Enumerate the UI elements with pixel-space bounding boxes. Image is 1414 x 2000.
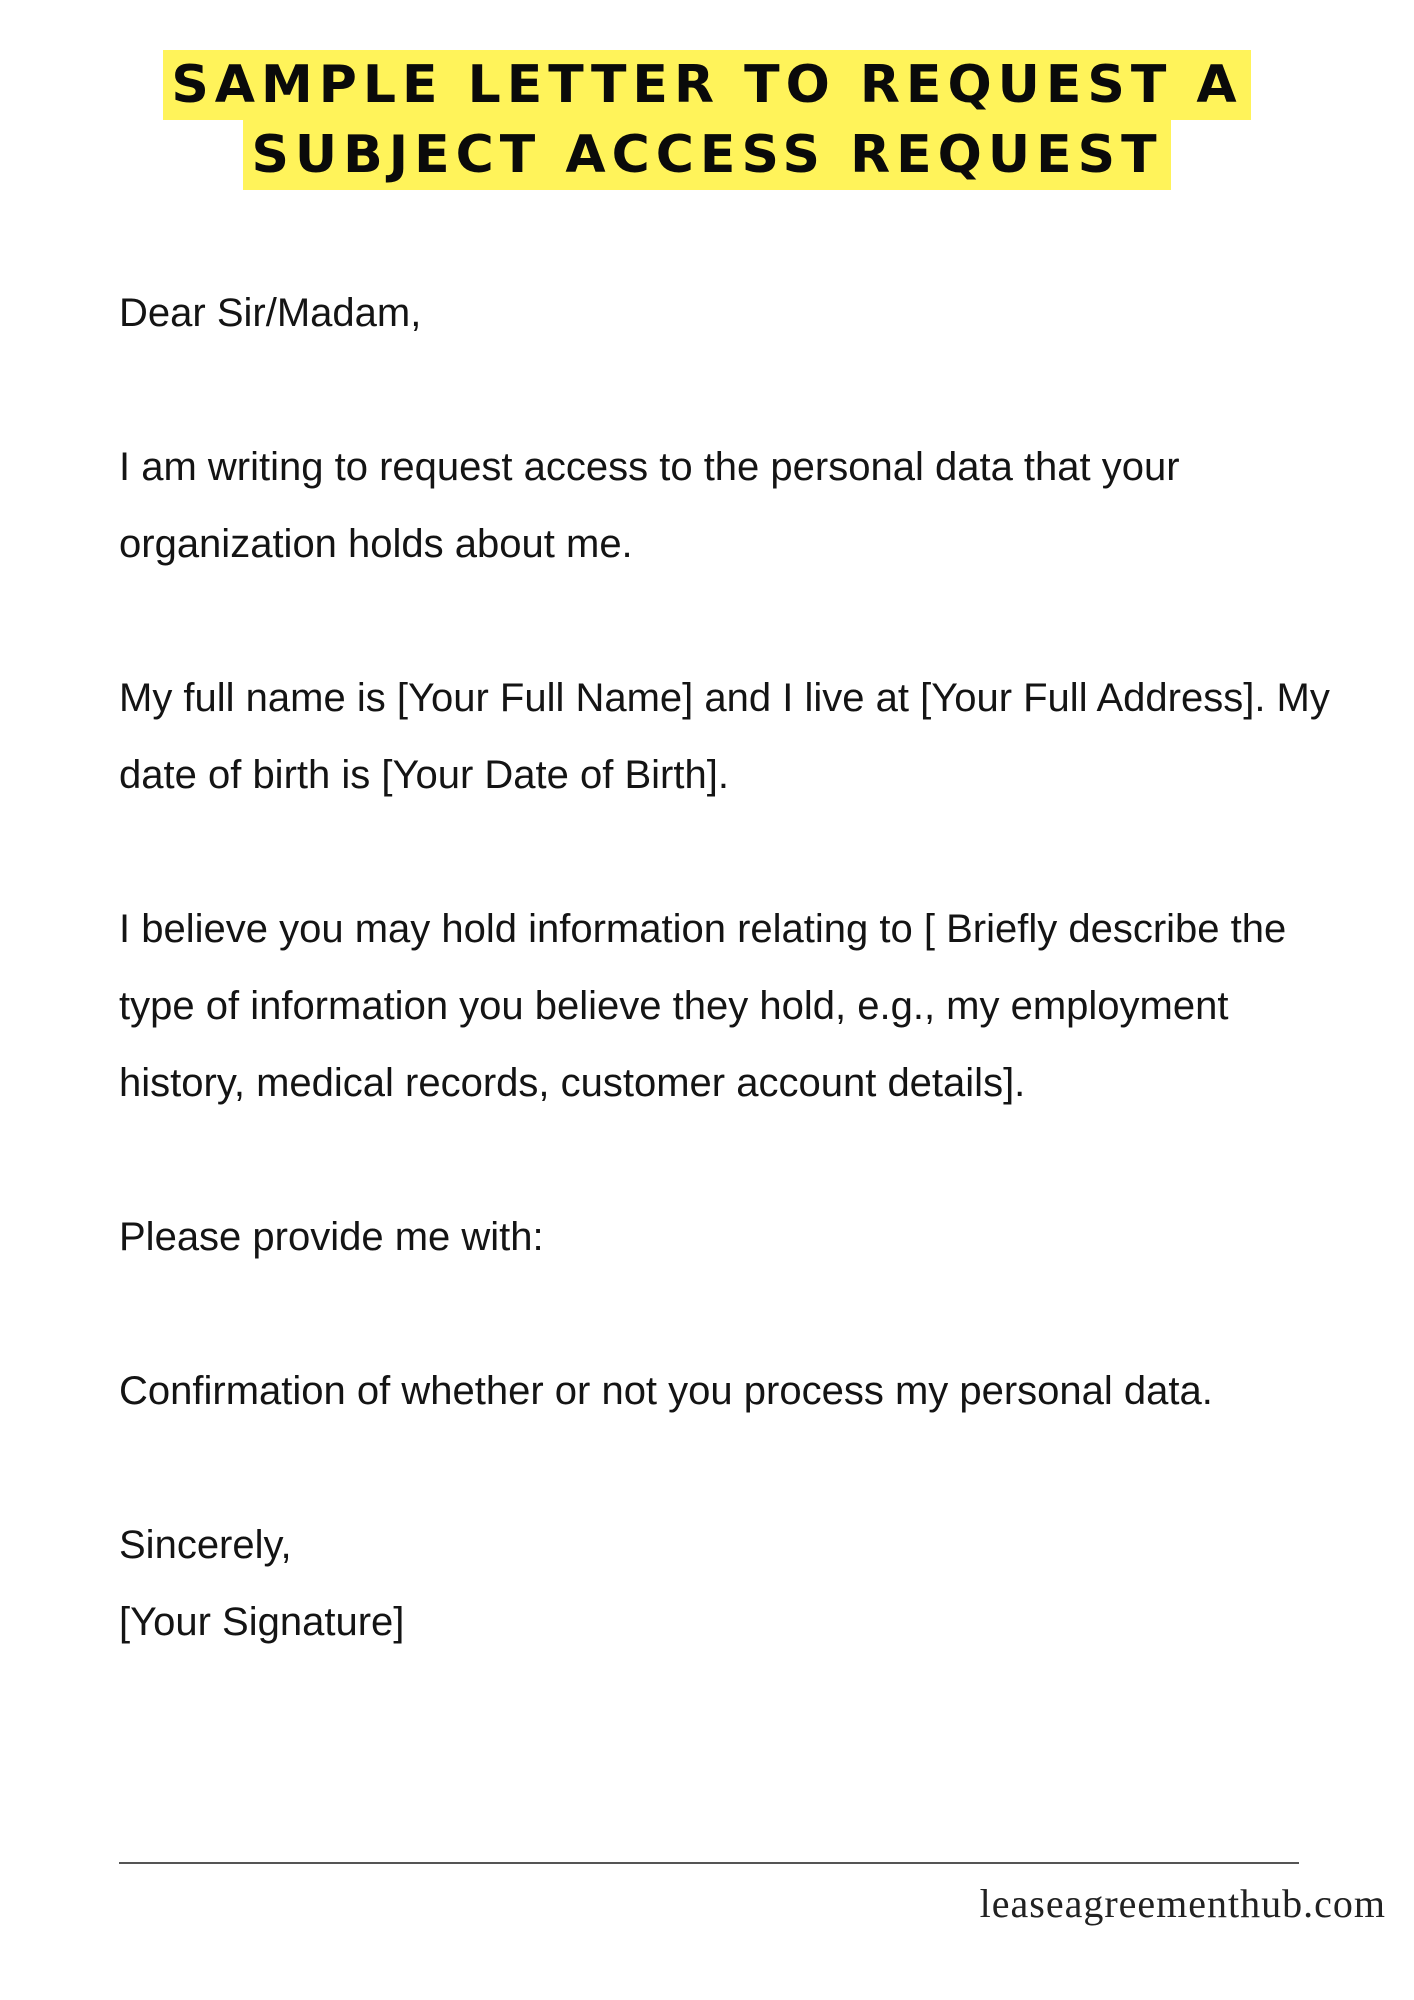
salutation: Dear Sir/Madam, [119,291,422,335]
paragraph-provide: Please provide me with: [119,1215,544,1259]
paragraph-confirmation: Confirmation of whether or not you process my personal data. [119,1369,1213,1413]
document-title [0,50,1414,190]
title-line-1: SAMPLE LETTER TO REQUEST A [163,50,1250,120]
letter-body [119,275,1359,1661]
title-line-2: SUBJECT ACCESS REQUEST [243,120,1170,190]
signature: [Your Signature] [119,1600,405,1644]
closing: Sincerely, [119,1523,292,1567]
paragraph-identity: My full name is [Your Full Name] and I live at [Your Full Address]. My date of birth is [Your Date of Birth]. [119,676,1330,797]
footer-divider [119,1862,1299,1864]
paragraph-request: I am writing to request access to the personal data that your organization holds about me. [119,445,1180,566]
paragraph-information: I believe you may hold information relating to [ Briefly describe the type of information you believe they hold, e.g., my employment history, medical records, customer account details]. [119,907,1287,1105]
footer-website: leaseagreementhub.com [979,1881,1386,1926]
